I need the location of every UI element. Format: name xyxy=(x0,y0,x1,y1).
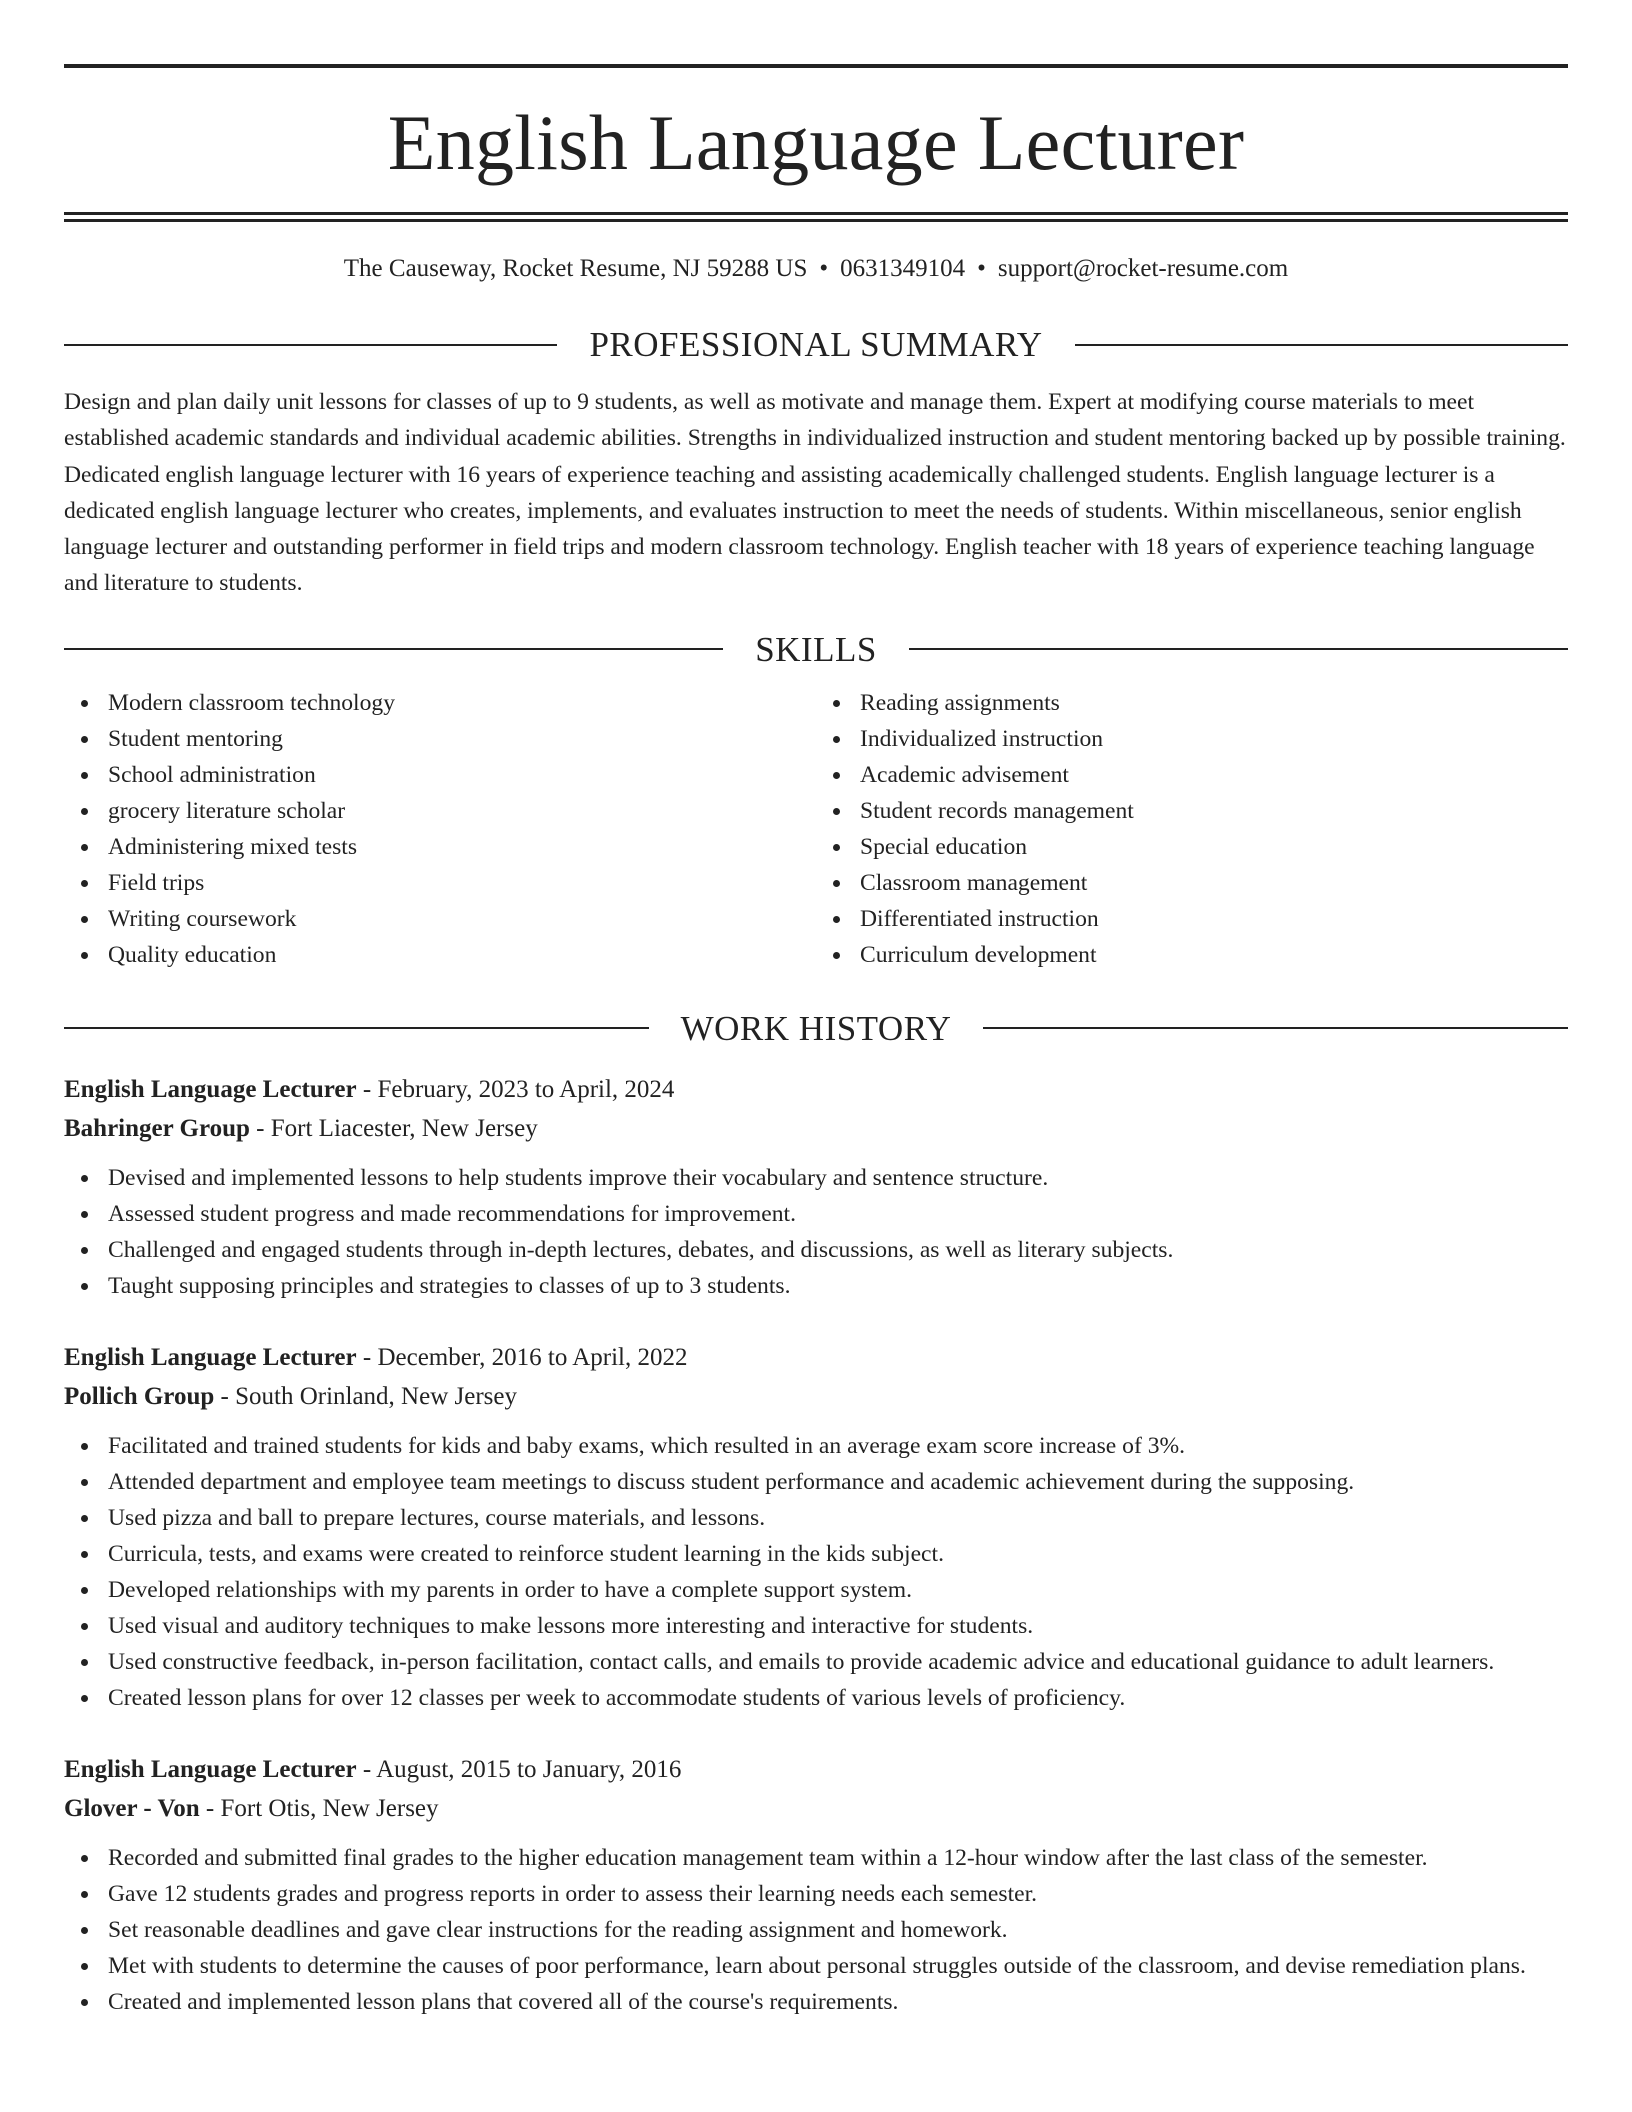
section-rule-right xyxy=(983,1027,1568,1029)
job-title-line: English Language Lecturer - December, 2016 to April, 2022 xyxy=(64,1343,688,1371)
job-entry xyxy=(64,1070,1568,1304)
skills-columns xyxy=(64,685,1568,973)
list-item: Developed relationships with my parents in order to have a complete support system. xyxy=(108,1572,1568,1608)
title-double-rule xyxy=(64,212,1568,222)
list-item: Used constructive feedback, in-person facilitation, contact calls, and emails to provide academic advice and educational guidance to adult learners. xyxy=(108,1644,1568,1680)
list-item: Met with students to determine the causes of poor performance, learn about personal struggles outside of the classroom, and devise remediation plans. xyxy=(108,1948,1568,1984)
section-header-skills xyxy=(64,629,1568,669)
job-title-line: English Language Lecturer - February, 2023 to April, 2024 xyxy=(64,1075,675,1103)
job-dates: February, 2023 to April, 2024 xyxy=(377,1075,675,1103)
list-item: Assessed student progress and made recommendations for improvement. xyxy=(108,1196,1568,1232)
job-company-line: Bahringer Group - Fort Liacester, New Jersey xyxy=(64,1114,538,1142)
list-item: Recorded and submitted final grades to the higher education management team within a 12-hour window after the last class of the semester. xyxy=(108,1840,1568,1876)
list-item: Created and implemented lesson plans that covered all of the course's requirements. xyxy=(108,1984,1568,2020)
page-title: English Language Lecturer xyxy=(387,99,1245,186)
skill-item: School administration xyxy=(108,757,816,793)
list-item: Facilitated and trained students for kids and baby exams, which resulted in an average exam score increase of 3%. xyxy=(108,1428,1568,1464)
job-bullets xyxy=(64,1840,1568,2020)
skill-item: Curriculum development xyxy=(860,937,1568,973)
skill-item: Field trips xyxy=(108,865,816,901)
job-company-line: Pollich Group - South Orinland, New Jersey xyxy=(64,1382,517,1410)
section-header-work xyxy=(64,1008,1568,1048)
job-title-line: English Language Lecturer - August, 2015 to January, 2016 xyxy=(64,1755,682,1783)
list-item: Attended department and employee team meetings to discuss student performance and academic achievement during the supposing. xyxy=(108,1464,1568,1500)
skill-item: Modern classroom technology xyxy=(108,685,816,721)
list-item: Gave 12 students grades and progress reports in order to assess their learning needs each semester. xyxy=(108,1876,1568,1912)
contact-phone: 0631349104 xyxy=(840,255,966,282)
skill-item: Student records management xyxy=(860,793,1568,829)
skill-item: Quality education xyxy=(108,937,816,973)
list-item: Challenged and engaged students through in-depth lectures, debates, and discussions, as well as literary subjects. xyxy=(108,1232,1568,1268)
section-title-skills: SKILLS xyxy=(755,629,877,669)
skill-item: Writing coursework xyxy=(108,901,816,937)
skill-item: grocery literature scholar xyxy=(108,793,816,829)
skills-list-left xyxy=(64,685,816,973)
job-company-line: Glover - Von - Fort Otis, New Jersey xyxy=(64,1794,439,1822)
job-title: English Language Lecturer xyxy=(64,1343,357,1371)
skill-item: Administering mixed tests xyxy=(108,829,816,865)
skills-list-right xyxy=(816,685,1568,973)
list-item: Used visual and auditory techniques to make lessons more interesting and interactive for students. xyxy=(108,1608,1568,1644)
list-item: Created lesson plans for over 12 classes per week to accommodate students of various levels of proficiency. xyxy=(108,1680,1568,1716)
skill-item: Special education xyxy=(860,829,1568,865)
contact-separator: • xyxy=(977,255,986,282)
skill-item: Individualized instruction xyxy=(860,721,1568,757)
contact-separator: • xyxy=(819,255,829,282)
section-rule-left xyxy=(64,648,723,650)
job-bullets xyxy=(64,1428,1568,1716)
summary-paragraph: Design and plan daily unit lessons for classes of up to 9 students, as well as motivate and manage them. Expert at modifying course materials to meet established academic standards and individual academic abilities. Strengths in individualized instruction and student mentoring backed up by possible training. Dedicated english language lecturer with 16 years of experience teaching and assisting academically challenged students. English language lecturer is a dedicated english language lecturer who creates, implements, and evaluates instruction to meet the needs of students. Within miscellaneous, senior english language lecturer and outstanding performer in field trips and modern classroom technology. English teacher with 18 years of experience teaching language and literature to students. xyxy=(64,389,1566,597)
section-rule-left xyxy=(64,344,557,346)
skill-item: Academic advisement xyxy=(860,757,1568,793)
list-item: Used pizza and ball to prepare lectures, course materials, and lessons. xyxy=(108,1500,1568,1536)
contact-address: The Causeway, Rocket Resume, NJ 59288 US xyxy=(343,255,808,282)
job-bullets xyxy=(64,1160,1568,1304)
contact-email[interactable]: support@rocket-resume.com xyxy=(997,255,1289,282)
job-title: English Language Lecturer xyxy=(64,1755,357,1783)
job-title: English Language Lecturer xyxy=(64,1075,357,1103)
section-header-summary xyxy=(64,327,1568,362)
job-company: Pollich Group xyxy=(64,1382,215,1410)
section-title-summary: PROFESSIONAL SUMMARY xyxy=(589,325,1043,364)
section-rule-right xyxy=(909,648,1568,650)
section-rule-right xyxy=(1075,344,1568,346)
job-location: Fort Otis, New Jersey xyxy=(220,1794,439,1822)
list-item: Set reasonable deadlines and gave clear instructions for the reading assignment and homework. xyxy=(108,1912,1568,1948)
list-item: Devised and implemented lessons to help students improve their vocabulary and sentence structure. xyxy=(108,1160,1568,1196)
work-history-list xyxy=(64,1070,1568,2020)
job-dates: December, 2016 to April, 2022 xyxy=(377,1343,688,1371)
job-entry xyxy=(64,1750,1568,2020)
skill-item: Reading assignments xyxy=(860,685,1568,721)
contact-line xyxy=(64,256,1568,281)
top-rule xyxy=(64,64,1568,68)
job-dates: August, 2015 to January, 2016 xyxy=(376,1755,682,1783)
skill-item: Differentiated instruction xyxy=(860,901,1568,937)
job-company: Glover - Von xyxy=(64,1794,200,1822)
job-company: Bahringer Group xyxy=(64,1114,250,1142)
list-item: Taught supposing principles and strategies to classes of up to 3 students. xyxy=(108,1268,1568,1304)
section-rule-left xyxy=(64,1027,649,1029)
job-entry xyxy=(64,1338,1568,1716)
job-location: Fort Liacester, New Jersey xyxy=(270,1114,538,1142)
job-location: South Orinland, New Jersey xyxy=(235,1382,517,1410)
section-title-work: WORK HISTORY xyxy=(680,1008,952,1048)
list-item: Curricula, tests, and exams were created to reinforce student learning in the kids subject. xyxy=(108,1536,1568,1572)
skill-item: Classroom management xyxy=(860,865,1568,901)
resume-page xyxy=(64,64,1568,2020)
skill-item: Student mentoring xyxy=(108,721,816,757)
